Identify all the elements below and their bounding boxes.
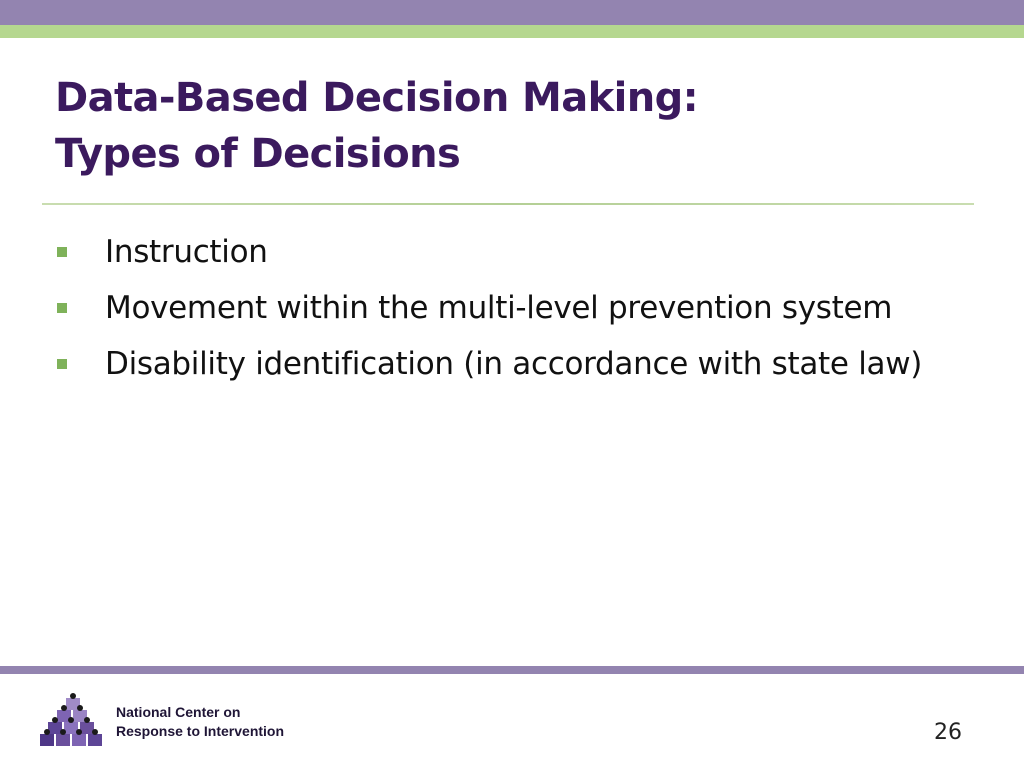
square-bullet-icon xyxy=(57,359,67,369)
bullet-text: Instruction xyxy=(105,234,268,270)
bottom-bar xyxy=(0,666,1024,674)
org-name-line-2: Response to Intervention xyxy=(116,723,285,739)
slide-title xyxy=(55,70,975,182)
slide-title-line-1: Data-Based Decision Making: xyxy=(55,75,699,121)
bullet-item xyxy=(55,232,955,273)
square-bullet-icon xyxy=(57,303,67,313)
square-bullet-icon xyxy=(57,247,67,257)
top-bar-green xyxy=(0,25,1024,38)
org-name-line-1: National Center on xyxy=(116,704,241,720)
slide-title-line-2: Types of Decisions xyxy=(55,131,461,177)
top-bar-purple xyxy=(0,0,1024,25)
bullet-text: Movement within the multi-level prevention system xyxy=(105,290,893,326)
title-divider xyxy=(42,203,974,205)
cube-stack-logo-icon xyxy=(40,692,106,752)
bullet-list xyxy=(55,232,955,400)
org-name xyxy=(116,703,284,741)
bullet-text: Disability identification (in accordance with state law) xyxy=(105,346,923,382)
bullet-item xyxy=(55,344,955,385)
page-number: 26 xyxy=(934,720,962,745)
bullet-item xyxy=(55,288,955,329)
